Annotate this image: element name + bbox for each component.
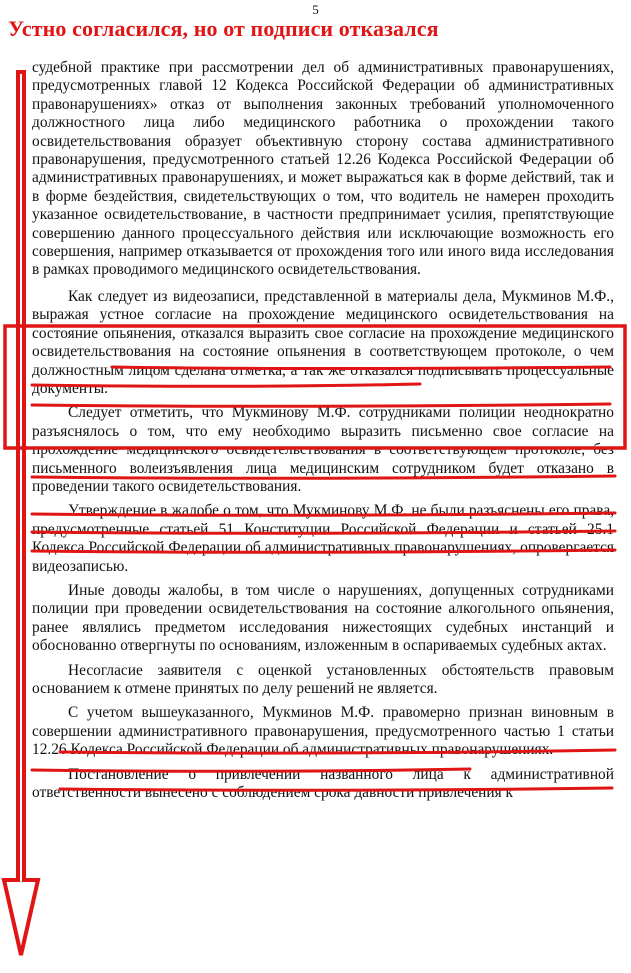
paragraph-conclusion: С учетом вышеуказанного, Мукминов М.Ф. правомерно признан виновным в совершении административного правонарушения, предусмотренного частью 1 статьи 12.26 Кодекса Российской Федерации об административных правонарушениях. xyxy=(32,704,614,759)
paragraph-resolution: Постановление о привлечении названного лица к административной ответственности вынесено с соблюдением срока давности привлечения к xyxy=(32,765,614,802)
paragraph-other-arguments: Иные доводы жалобы, в том числе о нарушениях, допущенных сотрудниками полиции при проведении освидетельствования на состояние алкогольного опьянения, ранее являлись предметом исследования нижестоящих судебных инстанций и обоснованно отвергнуты по основаниям, изложенным в оспариваемых судебных актах. xyxy=(32,581,614,655)
paragraph-video-evidence: Как следует из видеозаписи, представленной в материалы дела, Мукминов М.Ф., выражая устное согласие на прохождение медицинского освидетельствования на состояние опьянения, отказался выразить свое согласие на прохождение медицинского освидетельствования на состояние опьянения в соответствующем протоколе, о чем должностным лицом сделана отметка, а так же отказался подписывать процессуальные документы. xyxy=(32,287,614,397)
annotation-heading: Устно согласился, но от подписи отказался xyxy=(8,16,439,41)
paragraph-rights-claim: Утверждение в жалобе о том, что Мукминову М.Ф. не были разъяснены его права, предусмотренные статьей 51 Конституции Российской Федерации и статьей 25.1 Кодекса Российской Федерации об административных правонарушениях, опровергается видеозаписью. xyxy=(32,502,614,575)
paragraph-disagreement: Несогласие заявителя с оценкой установленных обстоятельств правовым основанием к отмене принятых по делу решений не является. xyxy=(32,661,614,697)
page-number: 5 xyxy=(312,2,319,17)
paragraph-continued: судебной практике при рассмотрении дел об административных правонарушениях, предусмотренных главой 12 Кодекса Российской Федерации об административных правонарушениях» отказ от выполнения законных требований уполномоченного должностного лица либо медицинского работника о прохождении такого освидетельствования образует объективную сторону состава административного правонарушения, предусмотренного статьей 12.26 Кодекса Российской Федерации об административных правонарушениях, и может выражаться как в форме действий, так и в форме бездействия, свидетельствующих о том, что водитель не намерен проходить указанное освидетельствование, в частности предпринимает усилия, препятствующие совершению данного процессуального действия или исключающие возможность его совершения, например отказывается от прохождения того или иного вида исследования в рамках проводимого медицинского освидетельствования. xyxy=(32,59,614,279)
paragraph-police-explanation: Следует отметить, что Мукминову М.Ф. сотрудниками полиции неоднократно разъяснялось о том, что ему необходимо выразить письменно свое согласие на прохождение медицинского освидетельствования в соответствующем протоколе, без письменного волеизъявления лица медицинским сотрудником будет отказано в проведении такого освидетельствования. xyxy=(32,404,614,495)
document-body xyxy=(32,59,614,802)
